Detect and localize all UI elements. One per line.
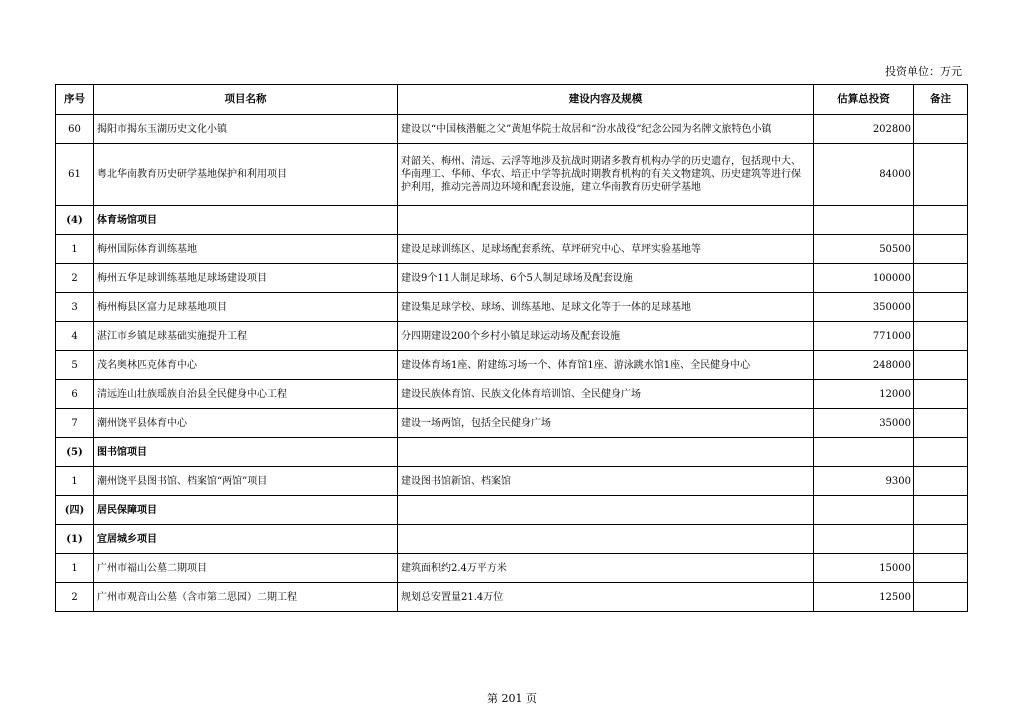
investment-cell: 12500 xyxy=(814,583,914,612)
remark-cell xyxy=(914,438,968,467)
seq-cell: 4 xyxy=(56,322,94,351)
content-cell: 规划总安置量21.4万位 xyxy=(398,583,814,612)
investment-cell: 248000 xyxy=(814,351,914,380)
category-row xyxy=(56,438,968,467)
content-cell: 分四期建设200个乡村小镇足球运动场及配套设施 xyxy=(398,322,814,351)
remark-cell xyxy=(914,409,968,438)
investment-cell xyxy=(814,496,914,525)
project-name-cell: 体育场馆项目 xyxy=(94,206,398,235)
investment-cell: 771000 xyxy=(814,322,914,351)
investment-cell: 50500 xyxy=(814,235,914,264)
remark-cell xyxy=(914,496,968,525)
project-name-cell: 居民保障项目 xyxy=(94,496,398,525)
table-row xyxy=(56,235,968,264)
remark-cell xyxy=(914,380,968,409)
header-remark: 备注 xyxy=(914,85,968,115)
category-row xyxy=(56,496,968,525)
seq-cell: (1) xyxy=(56,525,94,554)
content-cell: 建设体育场1座、附建练习场一个、体育馆1座、游泳跳水馆1座、全民健身中心 xyxy=(398,351,814,380)
table-row xyxy=(56,554,968,583)
project-name-cell: 广州市观音山公墓（含市第二思园）二期工程 xyxy=(94,583,398,612)
investment-cell xyxy=(814,525,914,554)
content-cell xyxy=(398,496,814,525)
investment-cell: 202800 xyxy=(814,115,914,144)
seq-cell: 60 xyxy=(56,115,94,144)
content-cell xyxy=(398,525,814,554)
investment-cell: 15000 xyxy=(814,554,914,583)
project-name-cell: 潮州饶平县体育中心 xyxy=(94,409,398,438)
investment-cell xyxy=(814,438,914,467)
header-project-name: 项目名称 xyxy=(94,85,398,115)
seq-cell: 61 xyxy=(56,144,94,206)
table-row xyxy=(56,144,968,206)
project-name-cell: 茂名奥林匹克体育中心 xyxy=(94,351,398,380)
page-number: 第 201 页 xyxy=(487,692,537,705)
investment-cell: 100000 xyxy=(814,264,914,293)
table-header-row xyxy=(56,85,968,115)
project-name-cell: 图书馆项目 xyxy=(94,438,398,467)
project-name-cell: 粤北华南教育历史研学基地保护和利用项目 xyxy=(94,144,398,206)
seq-cell: 5 xyxy=(56,351,94,380)
remark-cell xyxy=(914,115,968,144)
investment-cell xyxy=(814,206,914,235)
project-table xyxy=(55,84,968,612)
table-row xyxy=(56,264,968,293)
seq-cell: 7 xyxy=(56,409,94,438)
content-cell: 建设图书馆新馆、档案馆 xyxy=(398,467,814,496)
table-row xyxy=(56,322,968,351)
project-name-cell: 湛江市乡镇足球基础实施提升工程 xyxy=(94,322,398,351)
header-investment: 估算总投资 xyxy=(814,85,914,115)
remark-cell xyxy=(914,351,968,380)
project-name-cell: 宜居城乡项目 xyxy=(94,525,398,554)
project-name-cell: 广州市福山公墓二期项目 xyxy=(94,554,398,583)
seq-cell: (4) xyxy=(56,206,94,235)
seq-cell: 2 xyxy=(56,583,94,612)
remark-cell xyxy=(914,583,968,612)
seq-cell: 1 xyxy=(56,554,94,583)
table-row xyxy=(56,351,968,380)
remark-cell xyxy=(914,293,968,322)
category-row xyxy=(56,206,968,235)
remark-cell xyxy=(914,554,968,583)
project-name-cell: 揭阳市揭东玉湖历史文化小镇 xyxy=(94,115,398,144)
content-cell: 建设一场两馆，包括全民健身广场 xyxy=(398,409,814,438)
investment-cell: 350000 xyxy=(814,293,914,322)
content-cell: 对韶关、梅州、清远、云浮等地涉及抗战时期诸多教育机构办学的历史遗存，包括现中大、华南理工、华师、华农、培正中学等抗战时期教育机构的有关文物建筑、历史建筑等进行保护利用，推动完善周边环境和配套设施，建立华南教育历史研学基地 xyxy=(398,144,814,206)
header-seq: 序号 xyxy=(56,85,94,115)
seq-cell: 1 xyxy=(56,235,94,264)
remark-cell xyxy=(914,235,968,264)
remark-cell xyxy=(914,206,968,235)
seq-cell: 6 xyxy=(56,380,94,409)
content-cell: 建设9个11人制足球场、6个5人制足球场及配套设施 xyxy=(398,264,814,293)
project-name-cell: 梅州五华足球训练基地足球场建设项目 xyxy=(94,264,398,293)
project-name-cell: 梅州国际体育训练基地 xyxy=(94,235,398,264)
investment-cell: 9300 xyxy=(814,467,914,496)
content-cell: 建设足球训练区、足球场配套系统、草坪研究中心、草坪实验基地等 xyxy=(398,235,814,264)
seq-cell: 2 xyxy=(56,264,94,293)
content-cell: 建筑面积约2.4万平方米 xyxy=(398,554,814,583)
remark-cell xyxy=(914,525,968,554)
table-row xyxy=(56,380,968,409)
content-cell: 建设集足球学校、球场、训练基地、足球文化等于一体的足球基地 xyxy=(398,293,814,322)
remark-cell xyxy=(914,322,968,351)
seq-cell: (四) xyxy=(56,496,94,525)
content-cell: 建设以“中国核潜艇之父”黄旭华院士故居和“汾水战役”纪念公园为名牌文旅特色小镇 xyxy=(398,115,814,144)
seq-cell: 3 xyxy=(56,293,94,322)
project-name-cell: 梅州梅县区富力足球基地项目 xyxy=(94,293,398,322)
remark-cell xyxy=(914,467,968,496)
table-row xyxy=(56,293,968,322)
table-row xyxy=(56,115,968,144)
seq-cell: 1 xyxy=(56,467,94,496)
content-cell xyxy=(398,438,814,467)
investment-unit-label: 投资单位：万元 xyxy=(885,65,962,78)
table-row xyxy=(56,409,968,438)
project-name-cell: 潮州饶平县图书馆、档案馆“两馆”项目 xyxy=(94,467,398,496)
category-row xyxy=(56,525,968,554)
investment-cell: 84000 xyxy=(814,144,914,206)
seq-cell: (5) xyxy=(56,438,94,467)
remark-cell xyxy=(914,144,968,206)
table-row xyxy=(56,583,968,612)
content-cell xyxy=(398,206,814,235)
content-cell: 建设民族体育馆、民族文化体育培训馆、全民健身广场 xyxy=(398,380,814,409)
remark-cell xyxy=(914,264,968,293)
table-row xyxy=(56,467,968,496)
investment-cell: 12000 xyxy=(814,380,914,409)
header-content: 建设内容及规模 xyxy=(398,85,814,115)
project-name-cell: 清远连山壮族瑶族自治县全民健身中心工程 xyxy=(94,380,398,409)
investment-cell: 35000 xyxy=(814,409,914,438)
